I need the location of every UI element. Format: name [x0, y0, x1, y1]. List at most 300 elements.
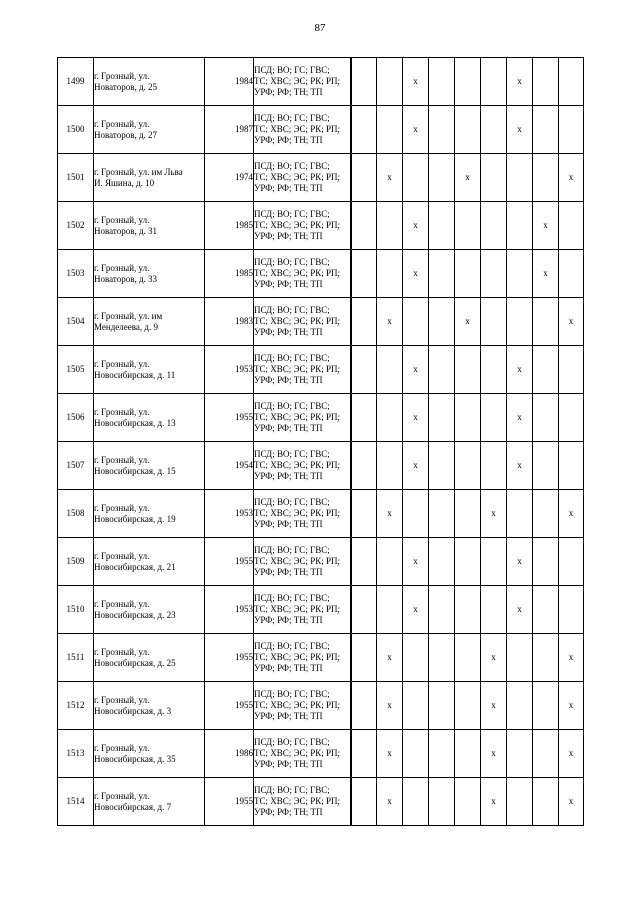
address-line: Новосибирская, д. 15: [94, 465, 176, 476]
mark-cell: x: [507, 106, 533, 154]
row-number: 1505: [58, 346, 94, 394]
mark-cell: x: [507, 58, 533, 106]
row-number: 1512: [58, 682, 94, 730]
mark-cell: x: [455, 298, 481, 346]
mark-cell: [351, 778, 377, 826]
mark-cell: [533, 346, 559, 394]
mark-cell: [377, 586, 403, 634]
systems-line: ТС; ХВС; ЭС; РК; РП;: [254, 412, 340, 422]
systems-line: ТС; ХВС; ЭС; РК; РП;: [254, 460, 340, 470]
table-row: [58, 202, 584, 250]
year-cell: 1955: [205, 538, 254, 586]
systems-line: ТС; ХВС; ЭС; РК; РП;: [254, 316, 340, 326]
systems-line: ПСД; ВО; ГС; ГВС;: [254, 545, 330, 555]
systems-line: ТС; ХВС; ЭС; РК; РП;: [254, 172, 340, 182]
mark-cell: [455, 346, 481, 394]
mark-cell: [377, 250, 403, 298]
address-cell: [94, 490, 205, 538]
row-number: 1510: [58, 586, 94, 634]
systems-cell: [254, 106, 351, 154]
mark-cell: [351, 394, 377, 442]
mark-cell: [429, 202, 455, 250]
mark-cell: [507, 202, 533, 250]
mark-cell: [455, 730, 481, 778]
mark-cell: x: [559, 154, 584, 202]
mark-cell: [507, 778, 533, 826]
systems-line: УРФ; РФ; ТН; ТП: [254, 375, 323, 385]
mark-cell: [377, 106, 403, 154]
systems-line: ПСД; ВО; ГС; ГВС;: [254, 65, 330, 75]
mark-cell: [429, 154, 455, 202]
mark-cell: [377, 346, 403, 394]
address-cell: [94, 586, 205, 634]
mark-cell: x: [377, 298, 403, 346]
address-line: г. Грозный, ул. им: [94, 310, 163, 321]
address-cell: [94, 394, 205, 442]
row-number: 1514: [58, 778, 94, 826]
mark-cell: [429, 634, 455, 682]
systems-cell: [254, 778, 351, 826]
year-cell: 1953: [205, 346, 254, 394]
table-row: [58, 298, 584, 346]
mark-cell: x: [377, 154, 403, 202]
mark-cell: [481, 202, 507, 250]
systems-line: УРФ; РФ; ТН; ТП: [254, 615, 323, 625]
address-line: г. Грозный, ул.: [94, 646, 150, 657]
mark-cell: x: [377, 634, 403, 682]
address-line: г. Грозный, ул.: [94, 214, 150, 225]
mark-cell: [455, 778, 481, 826]
table-row: [58, 442, 584, 490]
mark-cell: x: [403, 106, 429, 154]
address-cell: [94, 778, 205, 826]
mark-cell: x: [559, 298, 584, 346]
address-line: г. Грозный, ул.: [94, 790, 150, 801]
mark-cell: [559, 586, 584, 634]
systems-line: ТС; ХВС; ЭС; РК; РП;: [254, 604, 340, 614]
table-row: [58, 154, 584, 202]
mark-cell: x: [533, 250, 559, 298]
mark-cell: [533, 490, 559, 538]
mark-cell: x: [403, 202, 429, 250]
mark-cell: [429, 538, 455, 586]
systems-line: ПСД; ВО; ГС; ГВС;: [254, 113, 330, 123]
year-cell: 1987: [205, 106, 254, 154]
mark-cell: [455, 58, 481, 106]
mark-cell: [455, 682, 481, 730]
mark-cell: x: [403, 538, 429, 586]
table-row: [58, 586, 584, 634]
mark-cell: [481, 538, 507, 586]
systems-line: ТС; ХВС; ЭС; РК; РП;: [254, 508, 340, 518]
mark-cell: [533, 58, 559, 106]
year-cell: 1954: [205, 442, 254, 490]
address-line: Новаторов, д. 27: [94, 129, 158, 140]
mark-cell: [351, 202, 377, 250]
address-line: Новосибирская, д. 35: [94, 753, 176, 764]
address-line: Новосибирская, д. 13: [94, 417, 176, 428]
systems-line: ТС; ХВС; ЭС; РК; РП;: [254, 748, 340, 758]
table-row: [58, 250, 584, 298]
address-cell: [94, 682, 205, 730]
mark-cell: [455, 490, 481, 538]
address-cell: [94, 58, 205, 106]
address-line: г. Грозный, ул.: [94, 406, 150, 417]
address-line: Новосибирская, д. 21: [94, 561, 176, 572]
mark-cell: [351, 154, 377, 202]
year-cell: 1955: [205, 634, 254, 682]
mark-cell: [429, 730, 455, 778]
mark-cell: [377, 58, 403, 106]
address-line: г. Грозный, ул.: [94, 118, 150, 129]
mark-cell: [351, 730, 377, 778]
address-line: И. Яшина, д. 10: [94, 177, 155, 188]
mark-cell: [481, 394, 507, 442]
systems-line: УРФ; РФ; ТН; ТП: [254, 231, 323, 241]
address-cell: [94, 202, 205, 250]
mark-cell: [559, 202, 584, 250]
systems-line: ТС; ХВС; ЭС; РК; РП;: [254, 700, 340, 710]
mark-cell: x: [403, 394, 429, 442]
mark-cell: x: [403, 346, 429, 394]
systems-cell: [254, 250, 351, 298]
address-line: Новосибирская, д. 11: [94, 369, 176, 380]
systems-cell: [254, 202, 351, 250]
mark-cell: [403, 298, 429, 346]
table-row: [58, 778, 584, 826]
mark-cell: [559, 250, 584, 298]
mark-cell: [455, 106, 481, 154]
year-cell: 1985: [205, 250, 254, 298]
table-row: [58, 58, 584, 106]
mark-cell: x: [559, 730, 584, 778]
systems-line: ПСД; ВО; ГС; ГВС;: [254, 449, 330, 459]
mark-cell: [533, 394, 559, 442]
systems-line: ПСД; ВО; ГС; ГВС;: [254, 401, 330, 411]
mark-cell: [429, 346, 455, 394]
systems-cell: [254, 442, 351, 490]
mark-cell: [559, 346, 584, 394]
mark-cell: [481, 586, 507, 634]
systems-line: УРФ; РФ; ТН; ТП: [254, 279, 323, 289]
systems-line: УРФ; РФ; ТН; ТП: [254, 327, 323, 337]
mark-cell: [507, 634, 533, 682]
mark-cell: [351, 442, 377, 490]
row-number: 1508: [58, 490, 94, 538]
address-line: г. Грозный, ул.: [94, 502, 150, 513]
mark-cell: [481, 298, 507, 346]
table-row: [58, 682, 584, 730]
year-cell: 1955: [205, 394, 254, 442]
mark-cell: [507, 250, 533, 298]
address-line: г. Грозный, ул.: [94, 454, 150, 465]
address-line: Новосибирская, д. 25: [94, 657, 176, 668]
mark-cell: [559, 442, 584, 490]
address-cell: [94, 154, 205, 202]
mark-cell: [533, 442, 559, 490]
mark-cell: x: [481, 778, 507, 826]
mark-cell: x: [377, 730, 403, 778]
systems-line: УРФ; РФ; ТН; ТП: [254, 471, 323, 481]
mark-cell: [403, 490, 429, 538]
row-number: 1499: [58, 58, 94, 106]
mark-cell: [481, 442, 507, 490]
mark-cell: [429, 682, 455, 730]
table-row: [58, 490, 584, 538]
address-cell: [94, 442, 205, 490]
mark-cell: x: [377, 490, 403, 538]
year-cell: 1985: [205, 202, 254, 250]
row-number: 1500: [58, 106, 94, 154]
address-line: г. Грозный, ул.: [94, 550, 150, 561]
mark-cell: [455, 394, 481, 442]
mark-cell: [481, 58, 507, 106]
mark-cell: x: [507, 346, 533, 394]
systems-line: УРФ; РФ; ТН; ТП: [254, 135, 323, 145]
registry-table: [57, 57, 584, 826]
mark-cell: x: [559, 490, 584, 538]
row-number: 1511: [58, 634, 94, 682]
systems-line: ПСД; ВО; ГС; ГВС;: [254, 689, 330, 699]
mark-cell: [507, 298, 533, 346]
address-line: Новосибирская, д. 23: [94, 609, 176, 620]
mark-cell: x: [507, 586, 533, 634]
mark-cell: [351, 58, 377, 106]
mark-cell: x: [377, 778, 403, 826]
mark-cell: [533, 778, 559, 826]
mark-cell: x: [559, 682, 584, 730]
mark-cell: [481, 154, 507, 202]
mark-cell: [351, 490, 377, 538]
address-line: г. Грозный, ул. им Льва: [94, 166, 183, 177]
row-number: 1509: [58, 538, 94, 586]
address-cell: [94, 538, 205, 586]
systems-line: УРФ; РФ; ТН; ТП: [254, 519, 323, 529]
table-row: [58, 730, 584, 778]
mark-cell: [403, 634, 429, 682]
systems-line: ТС; ХВС; ЭС; РК; РП;: [254, 364, 340, 374]
row-number: 1502: [58, 202, 94, 250]
mark-cell: [429, 250, 455, 298]
mark-cell: [455, 634, 481, 682]
mark-cell: x: [403, 586, 429, 634]
systems-line: ПСД; ВО; ГС; ГВС;: [254, 209, 330, 219]
systems-line: ПСД; ВО; ГС; ГВС;: [254, 785, 330, 795]
year-cell: 1983: [205, 298, 254, 346]
mark-cell: [481, 250, 507, 298]
mark-cell: [351, 634, 377, 682]
address-line: г. Грозный, ул.: [94, 598, 150, 609]
systems-cell: [254, 394, 351, 442]
mark-cell: [351, 682, 377, 730]
year-cell: 1953: [205, 586, 254, 634]
mark-cell: [533, 154, 559, 202]
row-number: 1503: [58, 250, 94, 298]
mark-cell: [533, 634, 559, 682]
systems-cell: [254, 586, 351, 634]
mark-cell: [429, 106, 455, 154]
mark-cell: [351, 298, 377, 346]
table-row: [58, 634, 584, 682]
mark-cell: x: [403, 250, 429, 298]
row-number: 1513: [58, 730, 94, 778]
mark-cell: [403, 730, 429, 778]
systems-line: ПСД; ВО; ГС; ГВС;: [254, 593, 330, 603]
address-line: Новосибирская, д. 19: [94, 513, 176, 524]
mark-cell: [377, 442, 403, 490]
mark-cell: [351, 106, 377, 154]
row-number: 1501: [58, 154, 94, 202]
page-number: 87: [314, 22, 326, 34]
mark-cell: [429, 442, 455, 490]
mark-cell: [403, 154, 429, 202]
address-line: г. Грозный, ул.: [94, 70, 150, 81]
mark-cell: [377, 202, 403, 250]
mark-cell: [481, 346, 507, 394]
mark-cell: x: [481, 634, 507, 682]
systems-cell: [254, 538, 351, 586]
address-line: Новаторов, д. 31: [94, 225, 158, 236]
mark-cell: [403, 778, 429, 826]
mark-cell: x: [559, 778, 584, 826]
mark-cell: [455, 586, 481, 634]
systems-cell: [254, 490, 351, 538]
mark-cell: x: [403, 58, 429, 106]
mark-cell: [429, 586, 455, 634]
mark-cell: [507, 154, 533, 202]
table-row: [58, 106, 584, 154]
systems-line: ТС; ХВС; ЭС; РК; РП;: [254, 652, 340, 662]
mark-cell: [351, 346, 377, 394]
mark-cell: [533, 106, 559, 154]
year-cell: 1955: [205, 682, 254, 730]
mark-cell: [403, 682, 429, 730]
address-cell: [94, 346, 205, 394]
address-cell: [94, 730, 205, 778]
address-line: Новосибирская, д. 3: [94, 705, 172, 716]
address-line: Новаторов, д. 33: [94, 273, 158, 284]
row-number: 1507: [58, 442, 94, 490]
address-line: г. Грозный, ул.: [94, 358, 150, 369]
mark-cell: [455, 538, 481, 586]
address-cell: [94, 250, 205, 298]
systems-line: ТС; ХВС; ЭС; РК; РП;: [254, 796, 340, 806]
address-cell: [94, 298, 205, 346]
mark-cell: x: [481, 682, 507, 730]
mark-cell: x: [533, 202, 559, 250]
systems-line: УРФ; РФ; ТН; ТП: [254, 87, 323, 97]
systems-cell: [254, 298, 351, 346]
mark-cell: [429, 490, 455, 538]
systems-line: УРФ; РФ; ТН; ТП: [254, 663, 323, 673]
mark-cell: [455, 442, 481, 490]
year-cell: 1984: [205, 58, 254, 106]
systems-cell: [254, 154, 351, 202]
systems-line: ТС; ХВС; ЭС; РК; РП;: [254, 556, 340, 566]
systems-cell: [254, 346, 351, 394]
mark-cell: x: [507, 538, 533, 586]
table-row: [58, 346, 584, 394]
row-number: 1506: [58, 394, 94, 442]
systems-line: УРФ; РФ; ТН; ТП: [254, 567, 323, 577]
table-row: [58, 538, 584, 586]
year-cell: 1986: [205, 730, 254, 778]
address-line: Новосибирская, д. 7: [94, 801, 172, 812]
mark-cell: x: [455, 154, 481, 202]
systems-line: ПСД; ВО; ГС; ГВС;: [254, 257, 330, 267]
systems-line: ПСД; ВО; ГС; ГВС;: [254, 641, 330, 651]
mark-cell: x: [507, 394, 533, 442]
year-cell: 1955: [205, 778, 254, 826]
mark-cell: x: [481, 490, 507, 538]
mark-cell: [533, 682, 559, 730]
address-cell: [94, 634, 205, 682]
address-line: г. Грозный, ул.: [94, 262, 150, 273]
address-cell: [94, 106, 205, 154]
systems-line: УРФ; РФ; ТН; ТП: [254, 423, 323, 433]
address-line: Новаторов, д. 25: [94, 81, 158, 92]
year-cell: 1974: [205, 154, 254, 202]
mark-cell: x: [481, 730, 507, 778]
systems-line: УРФ; РФ; ТН; ТП: [254, 759, 323, 769]
systems-line: ТС; ХВС; ЭС; РК; РП;: [254, 76, 340, 86]
mark-cell: [507, 682, 533, 730]
mark-cell: [559, 538, 584, 586]
mark-cell: x: [559, 634, 584, 682]
systems-line: ТС; ХВС; ЭС; РК; РП;: [254, 268, 340, 278]
mark-cell: [351, 250, 377, 298]
systems-cell: [254, 730, 351, 778]
mark-cell: x: [403, 442, 429, 490]
mark-cell: [507, 730, 533, 778]
systems-cell: [254, 682, 351, 730]
mark-cell: x: [377, 682, 403, 730]
systems-line: ПСД; ВО; ГС; ГВС;: [254, 353, 330, 363]
mark-cell: [559, 394, 584, 442]
mark-cell: [377, 538, 403, 586]
mark-cell: [429, 58, 455, 106]
mark-cell: [533, 538, 559, 586]
mark-cell: [351, 586, 377, 634]
systems-line: ТС; ХВС; ЭС; РК; РП;: [254, 124, 340, 134]
mark-cell: [351, 538, 377, 586]
mark-cell: [559, 106, 584, 154]
address-line: г. Грозный, ул.: [94, 742, 150, 753]
mark-cell: [507, 490, 533, 538]
systems-cell: [254, 634, 351, 682]
mark-cell: [533, 730, 559, 778]
registry-body: [58, 58, 584, 826]
mark-cell: [455, 250, 481, 298]
systems-line: УРФ; РФ; ТН; ТП: [254, 183, 323, 193]
systems-line: ПСД; ВО; ГС; ГВС;: [254, 161, 330, 171]
mark-cell: [481, 106, 507, 154]
mark-cell: [429, 778, 455, 826]
systems-line: УРФ; РФ; ТН; ТП: [254, 807, 323, 817]
systems-line: УРФ; РФ; ТН; ТП: [254, 711, 323, 721]
mark-cell: [533, 298, 559, 346]
mark-cell: [377, 394, 403, 442]
mark-cell: [429, 394, 455, 442]
table-row: [58, 394, 584, 442]
mark-cell: x: [507, 442, 533, 490]
systems-line: ПСД; ВО; ГС; ГВС;: [254, 737, 330, 747]
mark-cell: [559, 58, 584, 106]
mark-cell: [429, 298, 455, 346]
systems-line: ПСД; ВО; ГС; ГВС;: [254, 497, 330, 507]
year-cell: 1953: [205, 490, 254, 538]
row-number: 1504: [58, 298, 94, 346]
